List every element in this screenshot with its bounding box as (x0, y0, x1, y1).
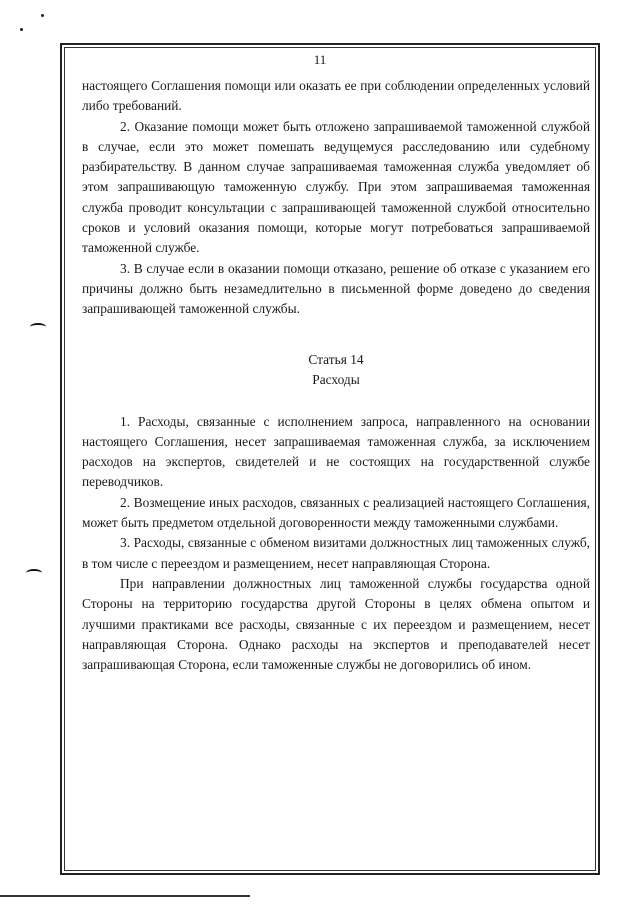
scan-speck (20, 28, 23, 31)
scan-edge-line (0, 895, 250, 897)
document-body (82, 76, 590, 675)
article-number: Статья 14 (308, 351, 364, 367)
article-paragraph-3: 3. Расходы, связанные с обменом визитами должностных лиц таможенных служб, в том числе с переездом и размещением, несет направляющая Сторона. (82, 535, 590, 571)
article-heading (82, 350, 590, 390)
spacer (82, 320, 590, 350)
binding-hole-mark (30, 323, 46, 331)
page-number: 11 (313, 52, 327, 67)
binding-hole-mark (26, 569, 42, 577)
article-title: Расходы (312, 371, 360, 387)
spacer (82, 390, 590, 412)
scan-speck (41, 14, 44, 17)
paragraph-3: 3. В случае если в оказании помощи отказано, решение об отказе с указанием его причины должно быть незамедлительно в письменной форме доведено до сведения запрашивающей таможенной службы. (82, 260, 590, 317)
paragraph-2: 2. Оказание помощи может быть отложено запрашиваемой таможенной службой в случае, если это может помешать ведущемуся расследованию или судебному разбирательству. В данном случае запрашиваемая таможенная служба уведомляет об этом запрашивающую таможенную службу. При этом запрашиваемая таможенная служба проводит консультации с запрашивающей таможенной службой относительно сроков и условий оказания помощи, которые могут потребоваться запрашиваемой таможенной службе. (82, 118, 590, 256)
article-paragraph-4: При направлении должностных лиц таможенной службы государства одной Стороны на территорию государства другой Стороны в целях обмена опытом и лучшими практиками все расходы, связанные с их переездом и размещением, несет направляющая Сторона. Однако расходы на экспертов и преподавателей несет запрашивающая Сторона, если таможенные службы не договорились об ином. (82, 575, 590, 673)
article-paragraph-2: 2. Возмещение иных расходов, связанных с реализацией настоящего Соглашения, может быть предметом отдельной договоренности между таможенными службами. (82, 494, 590, 531)
article-paragraph-1: 1. Расходы, связанные с исполнением запроса, направленного на основании настоящего Соглашения, несет запрашиваемая таможенная служба, за исключением расходов на экспертов, свидетелей и не состоящих на государственной службе переводчиков. (82, 413, 590, 490)
paragraph-continuation: настоящего Соглашения помощи или оказать ее при соблюдении определенных условий либо требований. (82, 78, 590, 114)
